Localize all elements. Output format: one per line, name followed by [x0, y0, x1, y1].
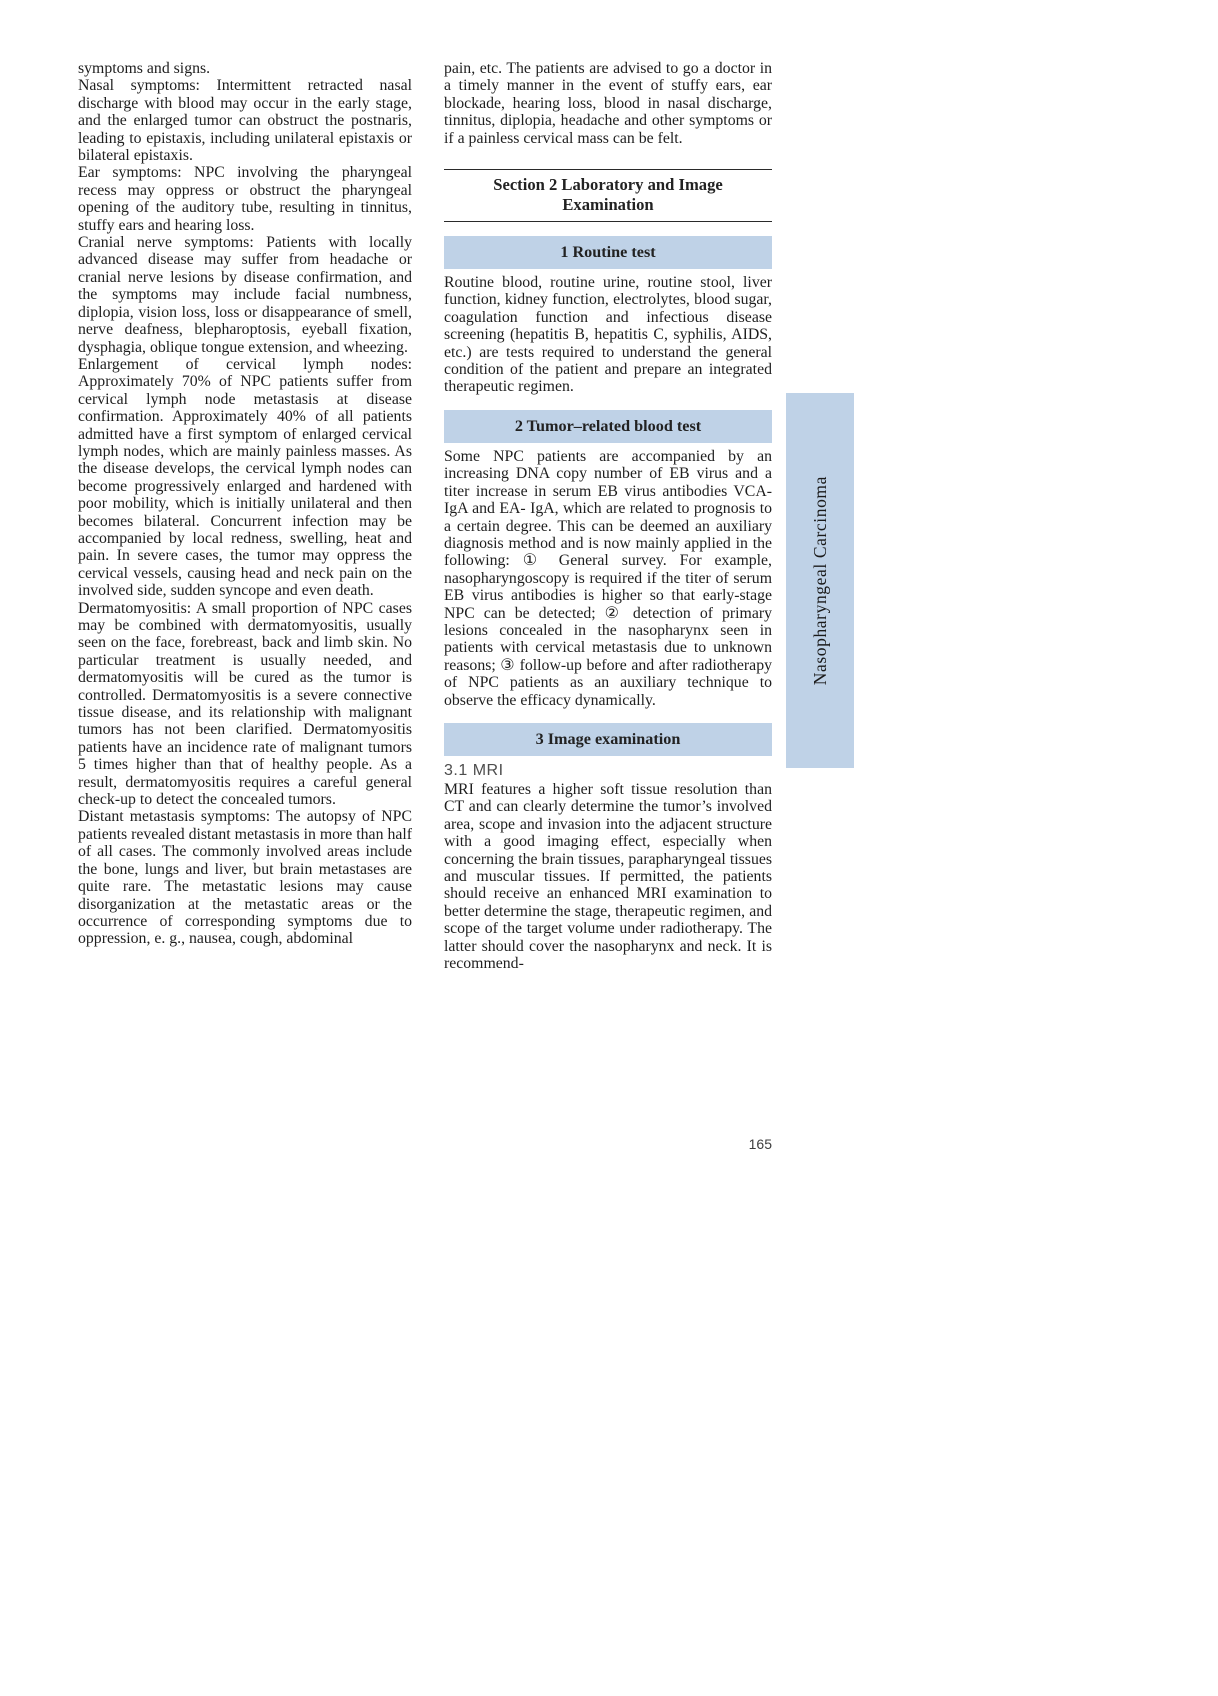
- paragraph-ear-symptoms: Ear symptoms: NPC involving the pharyngeal recess may oppress or obstruct the pharyngeal opening of the auditory tube, resulting in tinnitus, stuffy ears and hearing loss.: [78, 164, 412, 234]
- chapter-edge-tab-label: Nasopharyngeal Carcinoma: [809, 475, 830, 686]
- paragraph-tumor-related-blood-test: Some NPC patients are accompanied by an increasing DNA copy number of EB virus and a titer increase in serum EB virus antibodies VCA-IgA and EA- IgA, which are related to prognosis to a certain degree. This can be deemed an auxiliary diagnosis method and is now mainly applied in the following: ① General survey. For example, nasopharyngoscopy is required if the titer of serum EB virus antibodies is higher so that early-stage NPC can be detected; ② detection of primary lesions concealed in the nasopharynx seen in patients with cervical metastasis due to unknown reasons; ③ follow-up before and after radiotherapy of NPC patients as an auxiliary technique to observe the efficacy dynamically.: [444, 447, 772, 709]
- paragraph-intro-continuation: pain, etc. The patients are advised to go a doctor in a timely manner in the event of stuffy ears, ear blockade, hearing loss, blood in nasal discharge, tinnitus, diplopia, headache and other symptoms or if a painless cervical mass can be felt.: [444, 60, 772, 147]
- paragraph-nasal-symptoms: Nasal symptoms: Intermittent retracted nasal discharge with blood may occur in the early stage, and the enlarged tumor can obstruct the postnaris, leading to epistaxis, including unilateral epistaxis or bilateral epistaxis.: [78, 77, 412, 165]
- paragraph-mri: MRI features a higher soft tissue resolution than CT and can clearly determine the tumor’s involved area, scope and invasion into the adjacent structure with a good imaging effect, especially when concerning the brain tissues, parapharyngeal tissues and muscular tissues. If permitted, the patients should receive an enhanced MRI examination to better determine the stage, therapeutic regimen, and scope of the target volume under radiotherapy. The latter should cover the nasopharynx and neck. It is recommend-: [444, 780, 772, 973]
- page-number: 165: [748, 1136, 772, 1152]
- section-2-title-text: Section 2 Laboratory and Image Examination: [493, 175, 723, 214]
- subheading-3-1-mri: 3.1 MRI: [444, 761, 504, 779]
- paragraph-distant-metastasis: Distant metastasis symptoms: The autopsy of NPC patients revealed distant metastasis in more than half of all cases. The commonly involved areas include the bone, lungs and liver, but brain metastases are quite rare. The metastatic lesions may cause disorganization at the metastatic areas or the occurrence of corresponding symptoms due to oppression, e. g., nausea, cough, abdominal: [78, 808, 412, 948]
- right-text-column: [444, 60, 772, 972]
- heading-image-examination: 3 Image examination: [444, 723, 772, 756]
- paragraph-routine-test: Routine blood, routine urine, routine stool, liver function, kidney function, electrolytes, blood sugar, coagulation function and infectious disease screening (hepatitis B, hepatitis C, syphilis, AIDS, etc.) are tests required to understand the general condition of the patient and prepare an integrated therapeutic regimen.: [444, 274, 772, 396]
- chapter-edge-tab: [786, 393, 854, 768]
- paragraph-dermatomyositis: Dermatomyositis: A small proportion of NPC cases may be combined with dermatomyositis, usually seen on the face, forebreast, back and limb skin. No particular treatment is usually needed, and dermatomyositis will be cured as the tumor is controlled. Dermatomyositis is a severe connective tissue disease, and its relationship with malignant tumors has not been clarified. Dermatomyositis patients have an incidence rate of malignant tumors 5 times higher than that of healthy people. As a result, dermatomyositis requires a careful general check-up to detect the concealed tumors.: [78, 599, 412, 809]
- paragraph-symptoms-signs: symptoms and signs.: [78, 60, 211, 77]
- paragraph-cranial-nerve-symptoms: Cranial nerve symptoms: Patients with locally advanced disease may suffer from headache or cranial nerve lesions by disease confirmation, and the symptoms may include facial numbness, diplopia, vision loss, loss or disappearance of smell, nerve deafness, blepharoptosis, eyeball fixation, dysphagia, oblique tongue extension, and wheezing.: [78, 234, 412, 356]
- heading-routine-test: 1 Routine test: [444, 236, 772, 269]
- paragraph-cervical-lymph-nodes: Enlargement of cervical lymph nodes: Approximately 70% of NPC patients suffer from cervical lymph node metastasis at disease confirmation. Approximately 40% of all patients admitted have a first symptom of enlarged cervical lymph nodes, which are mainly painless masses. As the disease develops, the cervical lymph nodes can become progressively enlarged and hardened with poor mobility, which is initially unilateral and then becomes bilateral. Concurrent infection may be accompanied by local redness, swelling, heat and pain. In severe cases, the tumor may oppress the cervical vessels, causing head and neck pain on the involved side, sudden syncope and even death.: [78, 355, 412, 600]
- heading-tumor-related-blood-test: 2 Tumor–related blood test: [444, 410, 772, 443]
- left-text-column: [78, 60, 412, 948]
- section-2-title-block: [444, 169, 772, 222]
